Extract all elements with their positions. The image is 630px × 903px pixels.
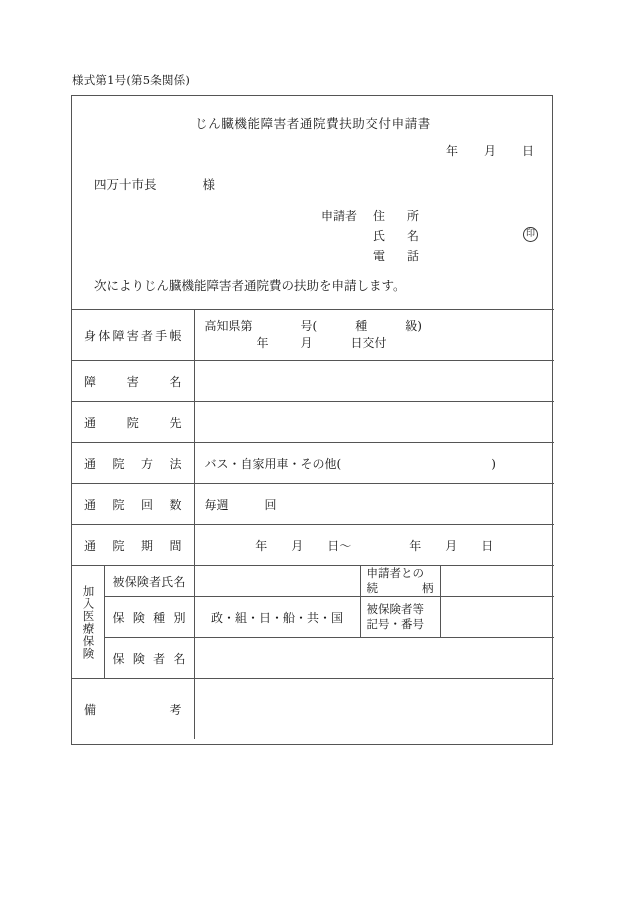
applicant-address-label: 住 所 bbox=[373, 209, 425, 223]
table-row-period bbox=[72, 525, 554, 566]
table-row-disability-name bbox=[72, 361, 554, 402]
form-header bbox=[72, 96, 554, 309]
form-number: 様式第1号(第5条関係) bbox=[72, 73, 191, 87]
table-row-insurance-type bbox=[72, 597, 554, 638]
document-title: じん臓機能障害者通院費扶助交付申請書 bbox=[195, 116, 431, 131]
hospital-label: 通 院 先 bbox=[84, 415, 182, 430]
insured-number-label: 被保険者等 記号・番号 bbox=[366, 602, 425, 631]
handbook-value bbox=[195, 318, 555, 352]
table-row-hospital bbox=[72, 402, 554, 443]
form-frame bbox=[71, 95, 553, 745]
date-line bbox=[446, 142, 534, 159]
table-row-insured-name bbox=[72, 566, 554, 597]
period-label: 通 院 期 間 bbox=[84, 538, 182, 553]
application-table bbox=[72, 309, 554, 739]
frequency-value[interactable]: 毎週 回 bbox=[204, 497, 277, 512]
frequency-label: 通 院 回 数 bbox=[84, 497, 182, 512]
remarks-label: 備 考 bbox=[84, 702, 182, 717]
table-row-remarks bbox=[72, 679, 554, 740]
applicant-address-row bbox=[321, 206, 424, 226]
method-value[interactable]: バス・自家用車・その他( ) bbox=[204, 456, 496, 471]
applicant-phone-label: 電 話 bbox=[373, 249, 425, 263]
date-month-label: 月 bbox=[483, 144, 496, 158]
seal-icon: 印 bbox=[523, 227, 538, 242]
applicant-phone-row bbox=[321, 246, 424, 266]
addressee bbox=[94, 175, 215, 193]
date-day-label: 日 bbox=[521, 144, 534, 158]
insurance-group-label: 加入医療保険 bbox=[81, 584, 96, 660]
applicant-block bbox=[321, 206, 535, 266]
addressee-name: 四万十市長 bbox=[94, 177, 157, 192]
insurer-name-label: 保 険 者 名 bbox=[112, 651, 186, 666]
insured-name-label: 被 保 険 者 氏 名 bbox=[112, 574, 186, 589]
method-label: 通 院 方 法 bbox=[84, 456, 182, 471]
table-row-insurer-name bbox=[72, 638, 554, 679]
applicant-name-label: 氏 名 bbox=[373, 229, 425, 243]
table-row-method bbox=[72, 443, 554, 484]
handbook-label: 身 体 障 害 者 手 帳 bbox=[84, 328, 182, 343]
applicant-label: 申請者 bbox=[321, 209, 358, 223]
relationship-label: 申請者との 続 柄 bbox=[366, 566, 434, 595]
table-row-handbook bbox=[72, 310, 554, 361]
handbook-line2: 年 月 日交付 bbox=[256, 336, 387, 350]
disability-name-label: 障 害 名 bbox=[84, 374, 182, 389]
handbook-line1: 高知県第 号( 種 級) bbox=[204, 319, 422, 333]
application-statement: 次によりじん臓機能障害者通院費の扶助を申請します。 bbox=[94, 278, 406, 293]
applicant-name-row bbox=[321, 226, 535, 246]
insurance-type-value[interactable]: 政・組・日・船・共・国 bbox=[211, 610, 344, 625]
date-year-label: 年 bbox=[445, 144, 458, 158]
addressee-honorific: 様 bbox=[202, 177, 216, 192]
period-value[interactable]: 年 月 日〜 年 月 日 bbox=[255, 538, 494, 553]
insurance-type-label: 保 険 種 別 bbox=[112, 610, 186, 625]
table-row-frequency bbox=[72, 484, 554, 525]
